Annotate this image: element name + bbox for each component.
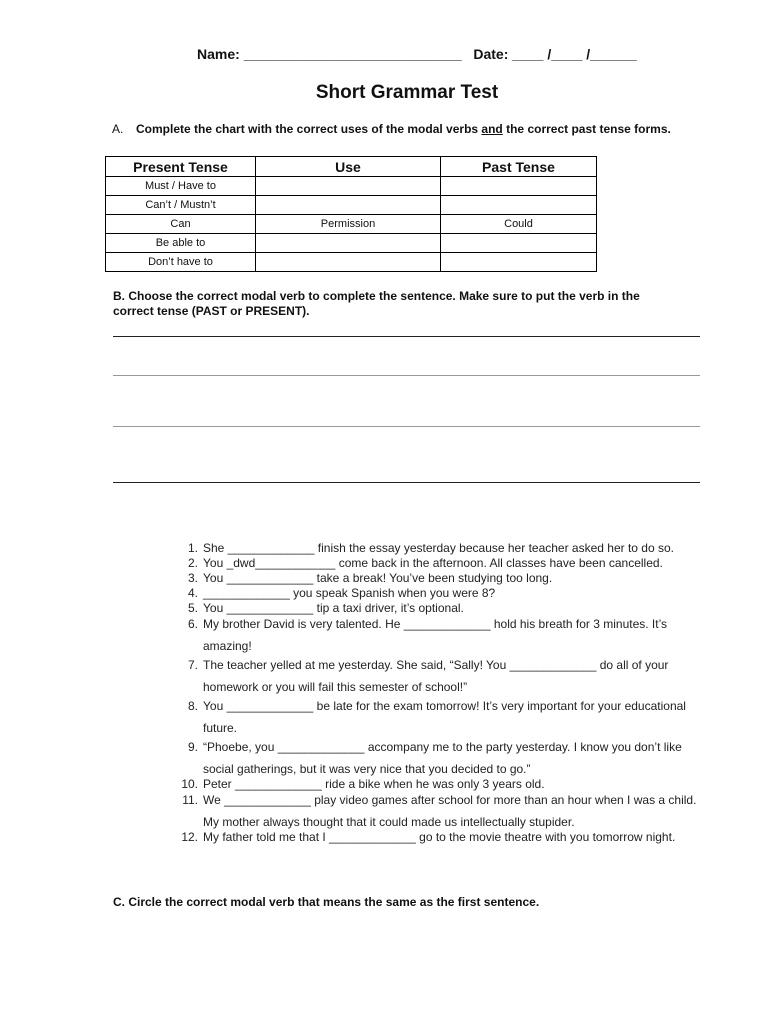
date-blank: ____ /____ /______ [512, 46, 637, 62]
question-text: She _____________ finish the essay yesterday because her teacher asked her to do so. [203, 541, 674, 555]
table-row [106, 253, 597, 272]
cell-use[interactable] [256, 234, 441, 253]
question-number: 3. [187, 571, 198, 585]
cell-past[interactable] [441, 253, 597, 272]
date-label: Date: [473, 46, 509, 62]
section-a-letter: A. [112, 122, 124, 136]
question-number: 10. [181, 777, 198, 791]
question-text: “Phoebe, you _____________ accompany me to the party yesterday. I know you don’t like social gatherings, but it was very nice that you decided to go.” [203, 740, 682, 776]
list-item [172, 789, 702, 833]
list-item [172, 586, 702, 601]
list-item [172, 541, 702, 556]
question-text: My father told me that I _____________ go to the movie theatre with you tomorrow night. [203, 830, 676, 844]
question-number: 8. [187, 699, 198, 713]
answer-line[interactable] [113, 482, 700, 483]
name-blank: ____________________________ [243, 46, 462, 62]
question-number: 9. [187, 740, 198, 754]
list-item [172, 613, 702, 657]
header-use: Use [256, 157, 441, 177]
section-a-instruction [112, 122, 671, 136]
table-row [106, 177, 597, 196]
list-item [172, 736, 702, 780]
header-present-tense: Present Tense [106, 157, 256, 177]
question-number: 11. [182, 793, 198, 807]
list-item [172, 695, 702, 739]
section-a-underlined: and [481, 122, 503, 136]
question-text: You _____________ take a break! You’ve been studying too long. [203, 571, 553, 585]
name-label: Name: [197, 46, 240, 62]
answer-line[interactable] [113, 426, 700, 427]
cell-past[interactable] [441, 234, 597, 253]
question-text: Peter _____________ ride a bike when he was only 3 years old. [203, 777, 545, 791]
table-row [106, 215, 597, 234]
question-number: 4. [187, 586, 198, 600]
modal-verb-chart [105, 156, 597, 272]
list-item [172, 830, 702, 845]
question-number: 6. [187, 617, 198, 631]
question-text: _____________ you speak Spanish when you were 8? [203, 586, 496, 600]
question-text: My brother David is very talented. He _____________ hold his breath for 3 minutes. It’s amazing! [203, 617, 668, 653]
list-item [172, 654, 702, 698]
question-number: 5. [187, 601, 198, 615]
section-c-instruction: C. Circle the correct modal verb that means the same as the first sentence. [113, 895, 540, 909]
cell-use[interactable] [256, 177, 441, 196]
cell-use[interactable] [256, 196, 441, 215]
cell-present: Must / Have to [106, 177, 256, 196]
question-text: The teacher yelled at me yesterday. She said, “Sally! You _____________ do all of your homework or you will fail this semester of school!” [203, 658, 669, 694]
cell-past: Could [441, 215, 597, 234]
question-number: 7. [187, 658, 198, 672]
cell-past[interactable] [441, 196, 597, 215]
cell-present: Can’t / Mustn’t [106, 196, 256, 215]
question-text: You _____________ be late for the exam tomorrow! It’s very important for your educational future. [203, 699, 686, 735]
answer-line[interactable] [113, 336, 700, 337]
cell-use[interactable] [256, 253, 441, 272]
cell-present: Don’t have to [106, 253, 256, 272]
question-list [172, 541, 702, 845]
list-item [172, 571, 702, 586]
question-text: You _____________ tip a taxi driver, it’s optional. [203, 601, 464, 615]
cell-present: Be able to [106, 234, 256, 253]
question-number: 12. [181, 830, 198, 844]
question-number: 2. [187, 556, 198, 570]
question-text: You _dwd____________ come back in the afternoon. All classes have been cancelled. [203, 556, 663, 570]
table-row [106, 196, 597, 215]
question-number: 1. [187, 541, 198, 555]
cell-past[interactable] [441, 177, 597, 196]
page-title: Short Grammar Test [315, 82, 499, 103]
cell-use: Permission [256, 215, 441, 234]
section-a-text-2: the correct past tense forms. [506, 122, 671, 136]
section-a-text-1: Complete the chart with the correct uses of the modal verbs [136, 122, 479, 136]
header-past-tense: Past Tense [441, 157, 597, 177]
section-b-instruction: B. Choose the correct modal verb to complete the sentence. Make sure to put the verb in the correct tense (PAST or PRESENT). [113, 289, 640, 318]
table-row [106, 234, 597, 253]
cell-present: Can [106, 215, 256, 234]
question-text: We _____________ play video games after school for more than an hour when I was a child. My mother always thought that it could made us intellectually stupider. [203, 793, 697, 829]
list-item [172, 556, 702, 571]
header [197, 46, 717, 62]
answer-line[interactable] [113, 375, 700, 376]
